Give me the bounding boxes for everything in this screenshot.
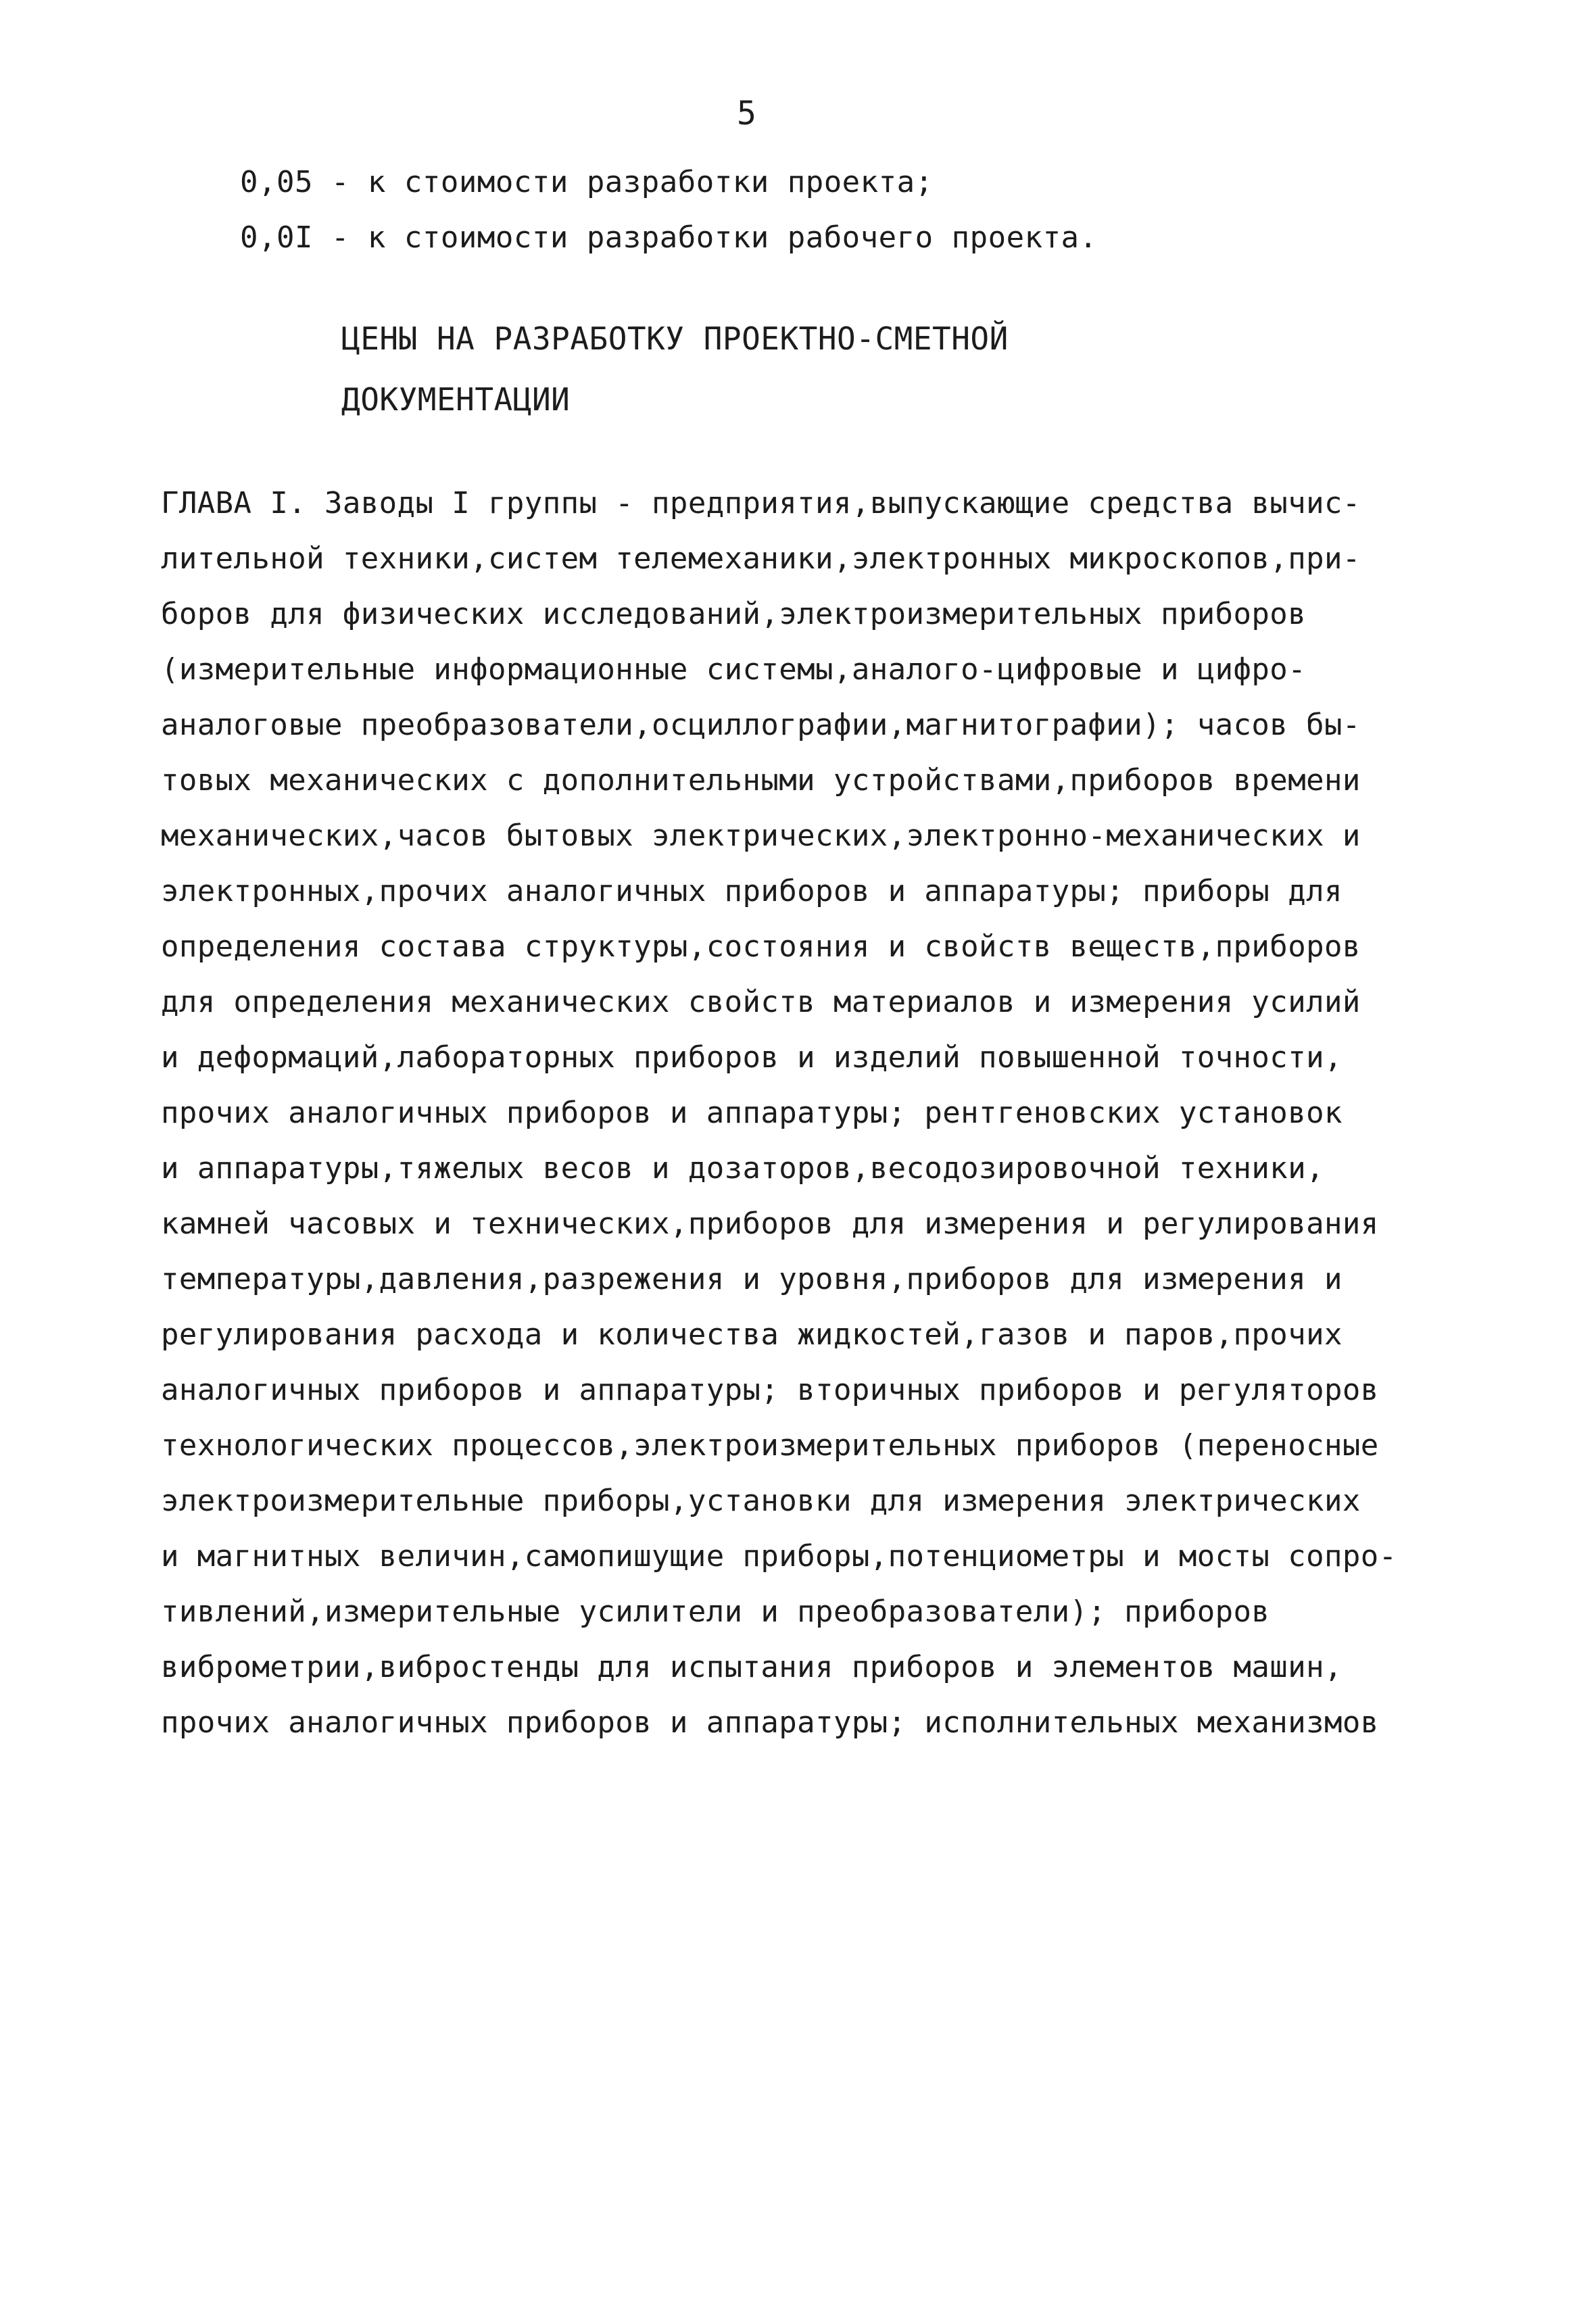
body-line: определения состава структуры,состояния и свойств веществ,приборов bbox=[161, 929, 1361, 964]
body-line: регулирования расхода и количества жидкостей,газов и паров,прочих bbox=[161, 1317, 1343, 1352]
body-line: аналоговые преобразователи,осциллографии,магнитографии); часов бы- bbox=[161, 708, 1361, 742]
section-heading: ЦЕНЫ НА РАЗРАБОТКУ ПРОЕКТНО-СМЕТНОЙ bbox=[341, 320, 1009, 357]
body-line: аналогичных приборов и аппаратуры; вторичных приборов и регуляторов bbox=[161, 1373, 1379, 1407]
body-line: товых механических с дополнительными устройствами,приборов времени bbox=[161, 763, 1361, 798]
body-line: ГЛАВА I. Заводы I группы - предприятия,выпускающие средства вычис- bbox=[161, 486, 1361, 520]
body-line: электронных,прочих аналогичных приборов и аппаратуры; приборы для bbox=[161, 874, 1343, 908]
body-line: и магнитных величин,самопишущие приборы,потенциометры и мосты сопро- bbox=[161, 1539, 1397, 1574]
body-line: прочих аналогичных приборов и аппаратуры; рентгеновских установок bbox=[161, 1096, 1343, 1130]
body-line: (измерительные информационные системы,аналого-цифровые и цифро- bbox=[161, 652, 1307, 687]
body-line: технологических процессов,электроизмерительных приборов (переносные bbox=[161, 1428, 1379, 1463]
body-line: камней часовых и технических,приборов для измерения и регулирования bbox=[161, 1207, 1379, 1241]
page-number: 5 bbox=[737, 95, 756, 132]
body-line: температуры,давления,разрежения и уровня,приборов для измерения и bbox=[161, 1262, 1343, 1296]
section-heading: ДОКУМЕНТАЦИИ bbox=[341, 381, 571, 418]
body-line: электроизмерительные приборы,установки для измерения электрических bbox=[161, 1484, 1361, 1518]
body-line: механических,часов бытовых электрических,электронно-механических и bbox=[161, 819, 1361, 853]
body-line: и деформаций,лабораторных приборов и изделий повышенной точности, bbox=[161, 1040, 1343, 1075]
body-line: тивлений,измерительные усилители и преобразователи); приборов bbox=[161, 1594, 1270, 1629]
body-line: для определения механических свойств материалов и измерения усилий bbox=[161, 985, 1361, 1019]
body-line: и аппаратуры,тяжелых весов и дозаторов,весодозировочной техники, bbox=[161, 1151, 1324, 1186]
body-line: боров для физических исследований,электроизмерительных приборов bbox=[161, 597, 1307, 631]
coefficient-line: 0,0I - к стоимости разработки рабочего проекта. bbox=[240, 220, 1098, 255]
body-line: виброметрии,вибростенды для испытания приборов и элементов машин, bbox=[161, 1650, 1343, 1684]
body-line: лительной техники,систем телемеханики,электронных микроскопов,при- bbox=[161, 541, 1361, 576]
body-line: прочих аналогичных приборов и аппаратуры; исполнительных механизмов bbox=[161, 1705, 1379, 1740]
coefficient-line: 0,05 - к стоимости разработки проекта; bbox=[240, 165, 934, 199]
